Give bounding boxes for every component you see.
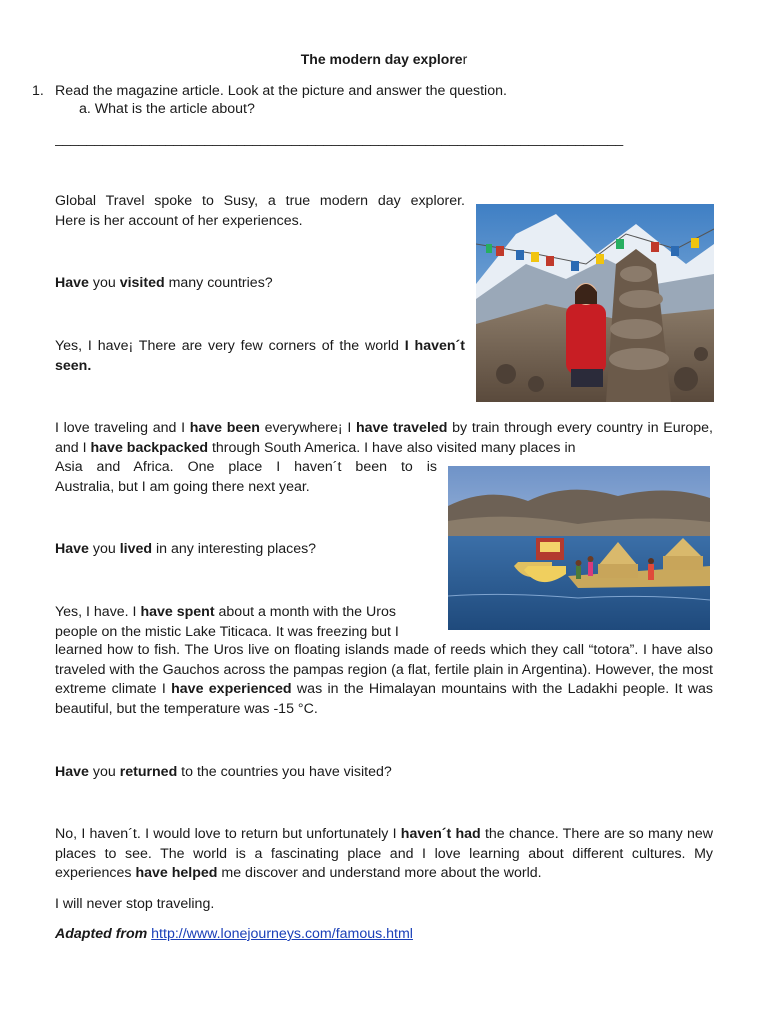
paragraph-returned	[55, 825, 713, 884]
p3-b2: have traveled	[355, 420, 448, 436]
task-number: 1.	[32, 83, 44, 99]
paragraph-travel-line-3: Asia and Africa. One place I haven´t been to is	[55, 459, 437, 475]
p3-b1: have been	[189, 420, 260, 436]
a1-bold: I haven´t seen.	[55, 338, 465, 374]
page-title	[0, 50, 768, 70]
p4-t2: about a month with the Uros	[214, 604, 396, 620]
intro-line-1: Global Travel spoke to Susy, a true modern day explorer.	[55, 193, 465, 209]
p5-b2: have helped	[135, 865, 218, 881]
p4-t1: Yes, I have. I	[55, 604, 141, 620]
lake-titicaca-photo	[448, 466, 710, 630]
title-main: The modern day explore	[300, 51, 463, 67]
p4-t4: was in the Himalayan mountains with the Ladakhi people. It was beautiful, but the temperature was -15 °C.	[55, 681, 713, 717]
title-tail: r	[462, 51, 468, 67]
p3-t4: through South America. I have also visited many places in	[208, 439, 576, 456]
p4-b2: have experienced	[171, 681, 292, 697]
intro-paragraph	[55, 192, 465, 231]
p3-t2: everywhere¡ I	[259, 420, 356, 436]
question-visited	[55, 274, 273, 294]
task-sub-question: a. What is the article about?	[79, 101, 255, 117]
p3-t1: I love traveling and I	[55, 420, 190, 436]
q2-rest: in any interesting places?	[152, 541, 317, 557]
p5-t2: the chance. There are so many new places to see. The world is a fascinating place and I love learning about different cultures. My experiences	[55, 826, 713, 881]
himalaya-photo	[476, 204, 714, 402]
paragraph-travel-line-4: Australia, but I am going there next year.	[55, 479, 310, 495]
q3-verb: returned	[119, 764, 178, 780]
question-returned	[55, 763, 392, 783]
q1-rest: many countries?	[164, 275, 273, 291]
paragraph-travel	[55, 419, 713, 458]
p5-b1: haven´t had	[400, 826, 481, 842]
q2-verb: lived	[119, 541, 153, 557]
paragraph-lived-rest	[55, 641, 713, 719]
p4-t3: learned how to fish. The Uros live on floating islands made of reeds which they call “totora”. I have also traveled with the Gauchos across the pampas region (a flat, fertile plain in Argentina). However, the most extreme climate I	[55, 642, 713, 697]
paragraph-lived-line-1	[55, 603, 396, 623]
answer-visited	[55, 337, 465, 376]
intro-line-2: Here is her account of her experiences.	[55, 212, 303, 229]
q2-you: you	[88, 541, 120, 557]
source-label: Adapted from	[55, 926, 148, 942]
p5-t1: No, I haven´t. I would love to return but unfortunately I	[55, 826, 401, 842]
task-instruction: Read the magazine article. Look at the picture and answer the question.	[55, 83, 507, 99]
p3-b3: have backpacked	[90, 439, 209, 456]
question-lived	[55, 540, 316, 560]
source-link[interactable]: http://www.lonejourneys.com/famous.html	[151, 926, 413, 942]
p5-t3: me discover and understand more about the world.	[217, 865, 542, 881]
q2-have: Have	[55, 541, 89, 557]
a1-text: Yes, I have¡ There are very few corners of the world	[55, 338, 405, 354]
q1-have: Have	[55, 275, 89, 291]
answer-line[interactable]: ________________________________________________________________________	[55, 131, 624, 147]
q1-you: you	[88, 275, 120, 291]
q3-rest: to the countries you have visited?	[177, 764, 392, 780]
source-credit	[55, 925, 413, 945]
q3-you: you	[88, 764, 120, 780]
closing-line: I will never stop traveling.	[55, 896, 215, 912]
q3-have: Have	[55, 764, 89, 780]
p3-t3: by train through every country in Europe, and I	[55, 420, 713, 456]
q1-verb: visited	[119, 275, 165, 291]
paragraph-lived-line-2: people on the mistic Lake Titicaca. It was freezing but I	[55, 624, 399, 640]
p4-b1: have spent	[140, 604, 215, 620]
